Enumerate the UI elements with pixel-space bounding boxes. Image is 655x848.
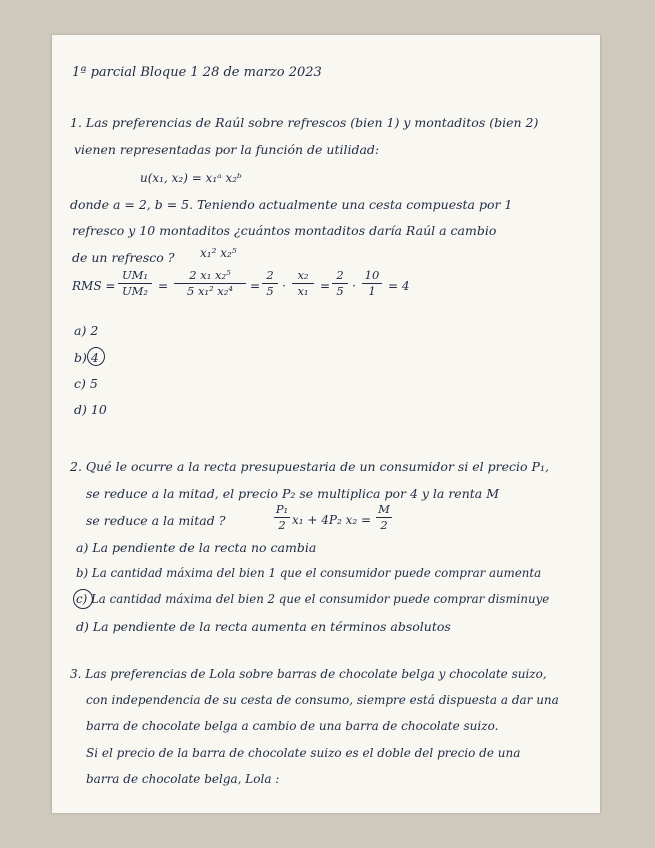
q3-line-4: Si el precio de la barra de chocolate suizo es el doble del precio de una (86, 746, 521, 760)
q1-rms-eq-1: = (158, 279, 169, 293)
q1-rms-fraction-2-5-b: 2 5 (332, 269, 348, 298)
q1-rms-fraction-2-5-a: 2 5 (262, 269, 278, 298)
q1-rms-eq-3: = (320, 279, 331, 293)
q2-line-3: se reduce a la mitad ? (86, 513, 226, 528)
q2-line-1: 2. Qué le ocurre a la recta presupuestaria de un consumidor si el precio P₁, (70, 459, 549, 474)
q2-option-d: d) La pendiente de la recta aumenta en términos absolutos (76, 619, 451, 634)
q1-answer-circle (87, 347, 105, 366)
q1-line-4: refresco y 10 montaditos ¿cuántos montaditos daría Raúl a cambio (72, 223, 497, 238)
q1-line-1: 1. Las preferencias de Raúl sobre refrescos (bien 1) y montaditos (bien 2) (70, 115, 539, 130)
q1-rms-fraction-um: UM₁ UM₂ (118, 269, 152, 298)
q1-line-5: de un refresco ? (72, 250, 175, 265)
q3-line-1: 3. Las preferencias de Lola sobre barras de chocolate belga y chocolate suizo, (70, 667, 547, 681)
q1-rms-result: = 4 (388, 279, 410, 293)
q1-line-2: vienen representadas por la función de utilidad: (74, 142, 380, 157)
q1-line-3: donde a = 2, b = 5. Teniendo actualmente una cesta compuesta por 1 (70, 197, 513, 212)
page-title: 1ª parcial Bloque 1 28 de marzo 2023 (72, 65, 322, 80)
q1-option-c: c) 5 (74, 376, 98, 391)
q1-rms-eq-2: = (250, 279, 261, 293)
q2-line-2: se reduce a la mitad, el precio P₂ se multiplica por 4 y la renta M (86, 486, 500, 501)
q1-option-d: d) 10 (74, 402, 107, 417)
q2-option-a: a) La pendiente de la recta no cambia (76, 540, 317, 555)
q2-budget-fraction-p1: P₁ 2 (275, 502, 289, 532)
q1-rms-label: RMS = (72, 279, 116, 293)
q1-option-a: a) 2 (74, 323, 99, 338)
q1-rms-fraction-x2-x1: x₂ x₁ (292, 269, 314, 298)
q2-budget-fraction-m: M 2 (376, 503, 392, 532)
q1-utility-function: u(x₁, x₂) = x₁ᵃ x₂ᵇ (140, 171, 242, 185)
q2-budget-middle: x₁ + 4P₂ x₂ = (292, 513, 372, 527)
q2-option-c: c) La cantidad máxima del bien 2 que el consumidor puede comprar disminuye (76, 592, 550, 606)
q1-option-b: b) 4 (74, 350, 99, 365)
q1-rms-dot-1: · (282, 279, 286, 293)
q3-line-5: barra de chocolate belga, Lola : (86, 772, 280, 786)
exam-sheet (52, 35, 600, 813)
q3-line-2: con independencia de su cesta de consumo, siempre está dispuesta a dar una (86, 693, 559, 707)
q1-rms-dot-2: · (352, 279, 356, 293)
q1-rms-fraction-derivatives: 2 x₁ x₂⁵ 5 x₁² x₂⁴ (174, 269, 246, 298)
q1-rms-fraction-10-1: 10 1 (362, 269, 382, 298)
q1-side-expression: x₁² x₂⁵ (200, 246, 237, 260)
q3-line-3: barra de chocolate belga a cambio de una barra de chocolate suizo. (86, 719, 499, 733)
q2-option-b: b) La cantidad máxima del bien 1 que el consumidor puede comprar aumenta (76, 566, 542, 580)
q2-answer-circle (73, 589, 93, 609)
